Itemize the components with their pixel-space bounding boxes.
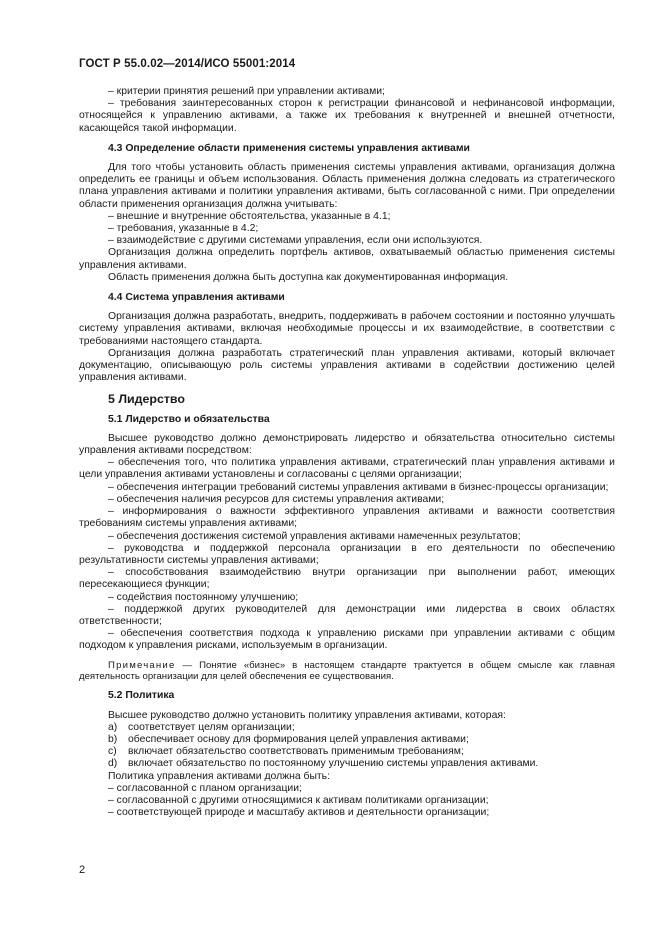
item-text: соответствует целям организации; xyxy=(128,721,295,733)
list-item: – информирования о важности эффективного управления активами и важности соответствия требованиям системы управления активами; xyxy=(79,506,615,530)
list-item: – обеспечения интеграции требований системы управления активами в бизнес-процессы организации; xyxy=(108,481,609,493)
list-item: – руководства и поддержкой персонала организации в его деятельности по обеспечению результативности системы управления активами; xyxy=(79,542,615,566)
list-item: – взаимодействие с другими системами управления, если они используются. xyxy=(108,235,483,247)
list-item: – обеспечения того, что политика управления активами, стратегический план управления активами и цели управления активами установлены и согласованы с целями организации; xyxy=(79,457,615,481)
list-item: – требования, указанные в 4.2; xyxy=(108,223,259,235)
list-item: – способствования взаимодействию внутри организации при выполнении работ, имеющих пересекающиеся функции; xyxy=(79,567,615,591)
list-item: – содействия постоянному улучшению; xyxy=(108,591,299,603)
paragraph: Организация должна разработать, внедрить, поддерживать в рабочем состоянии и постоянно улучшать систему управления активами, включая необходимые процессы и их взаимодействие, в соответствии с требованиями настоящего стандарта. xyxy=(79,311,615,347)
item-marker: d) xyxy=(108,758,118,770)
paragraph: Политика управления активами должна быть: xyxy=(108,770,330,782)
page-number: 2 xyxy=(79,864,86,876)
list-item: – обеспечения соответствия подхода к управлению рисками при управлении активами с общим подходом к управления рисками, используемым в организации. xyxy=(79,628,615,652)
section-heading: 4.3 Определение области применения системы управления активами xyxy=(108,142,470,154)
note xyxy=(79,660,615,683)
note-label: Примечание xyxy=(108,659,176,671)
item-text: включает обязательство по постоянному улучшению системы управления активами. xyxy=(128,758,539,770)
item-marker: c) xyxy=(108,746,117,758)
section-heading: 5.1 Лидерство и обязательства xyxy=(108,413,270,425)
item-text: обеспечивает основу для формирования целей управления активами; xyxy=(128,733,469,745)
document-header: ГОСТ Р 55.0.02—2014/ИСО 55001:2014 xyxy=(79,58,296,70)
paragraph: Высшее руководство должно демонстрировать лидерство и обязательства относительно системы управления активами посредством: xyxy=(79,432,615,457)
list-item: – внешние и внутренние обстоятельства, указанные в 4.1; xyxy=(108,210,391,222)
list-item: – поддержкой других руководителей для демонстрации ими лидерства в своих областях ответственности; xyxy=(79,603,615,627)
list-item: – согласованной с планом организации; xyxy=(108,782,302,794)
section-heading: 4.4 Система управления активами xyxy=(108,292,285,304)
section-heading: 5.2 Политика xyxy=(108,690,175,702)
item-text: включает обязательство соответствовать применимым требованиям; xyxy=(128,746,464,758)
chapter-heading: 5 Лидерство xyxy=(108,392,185,407)
list-item: – обеспечения достижения системой управления активами намеченных результатов; xyxy=(108,530,521,542)
paragraph: Область применения должна быть доступна как документированная информация. xyxy=(108,271,509,283)
note-text: — Понятие «бизнес» в настоящем стандарте трактуется в общем смысле как главная деятельность организации для целей обеспечения ее существования. xyxy=(79,659,615,682)
lettered-item xyxy=(79,722,615,734)
item-marker: b) xyxy=(108,733,118,745)
lettered-item xyxy=(79,758,615,770)
list-item: – критерии принятия решений при управлении активами; xyxy=(108,86,385,97)
lettered-item xyxy=(79,734,615,746)
paragraph: Организация должна разработать стратегический план управления активами, который включает документацию, описывающую роль системы управления активами в содействии достижению целей управления активами. xyxy=(79,347,615,384)
list-item: – согласованной с другими относящимися к активам политиками организации; xyxy=(108,794,489,806)
paragraph: Для того чтобы установить область применения системы управления активами, организация должна определить ее границы и объем использования. Область применения должна следовать из стратегического плана управления активами и политики управления активами, быть согласованной с ними. При определении области применения организация должна учитывать: xyxy=(79,162,615,210)
document-body xyxy=(79,86,615,819)
list-item: – обеспечения наличия ресурсов для системы управления активами; xyxy=(108,493,445,505)
paragraph: Организация должна определить портфель активов, охватываемый областью применения системы управления активами. xyxy=(79,247,615,271)
item-marker: а) xyxy=(108,721,118,733)
list-item: – требования заинтересованных сторон к регистрации финансовой и нефинансовой информации, относящейся к управлению активами, а также их требования к внутренней и внешней отчетности, касающейся такой информации. xyxy=(79,98,615,134)
list-item: – соответствующей природе и масштабу активов и деятельности организации; xyxy=(108,807,490,819)
lettered-item xyxy=(79,746,615,758)
paragraph: Высшее руководство должно установить политику управления активами, которая: xyxy=(108,709,506,721)
